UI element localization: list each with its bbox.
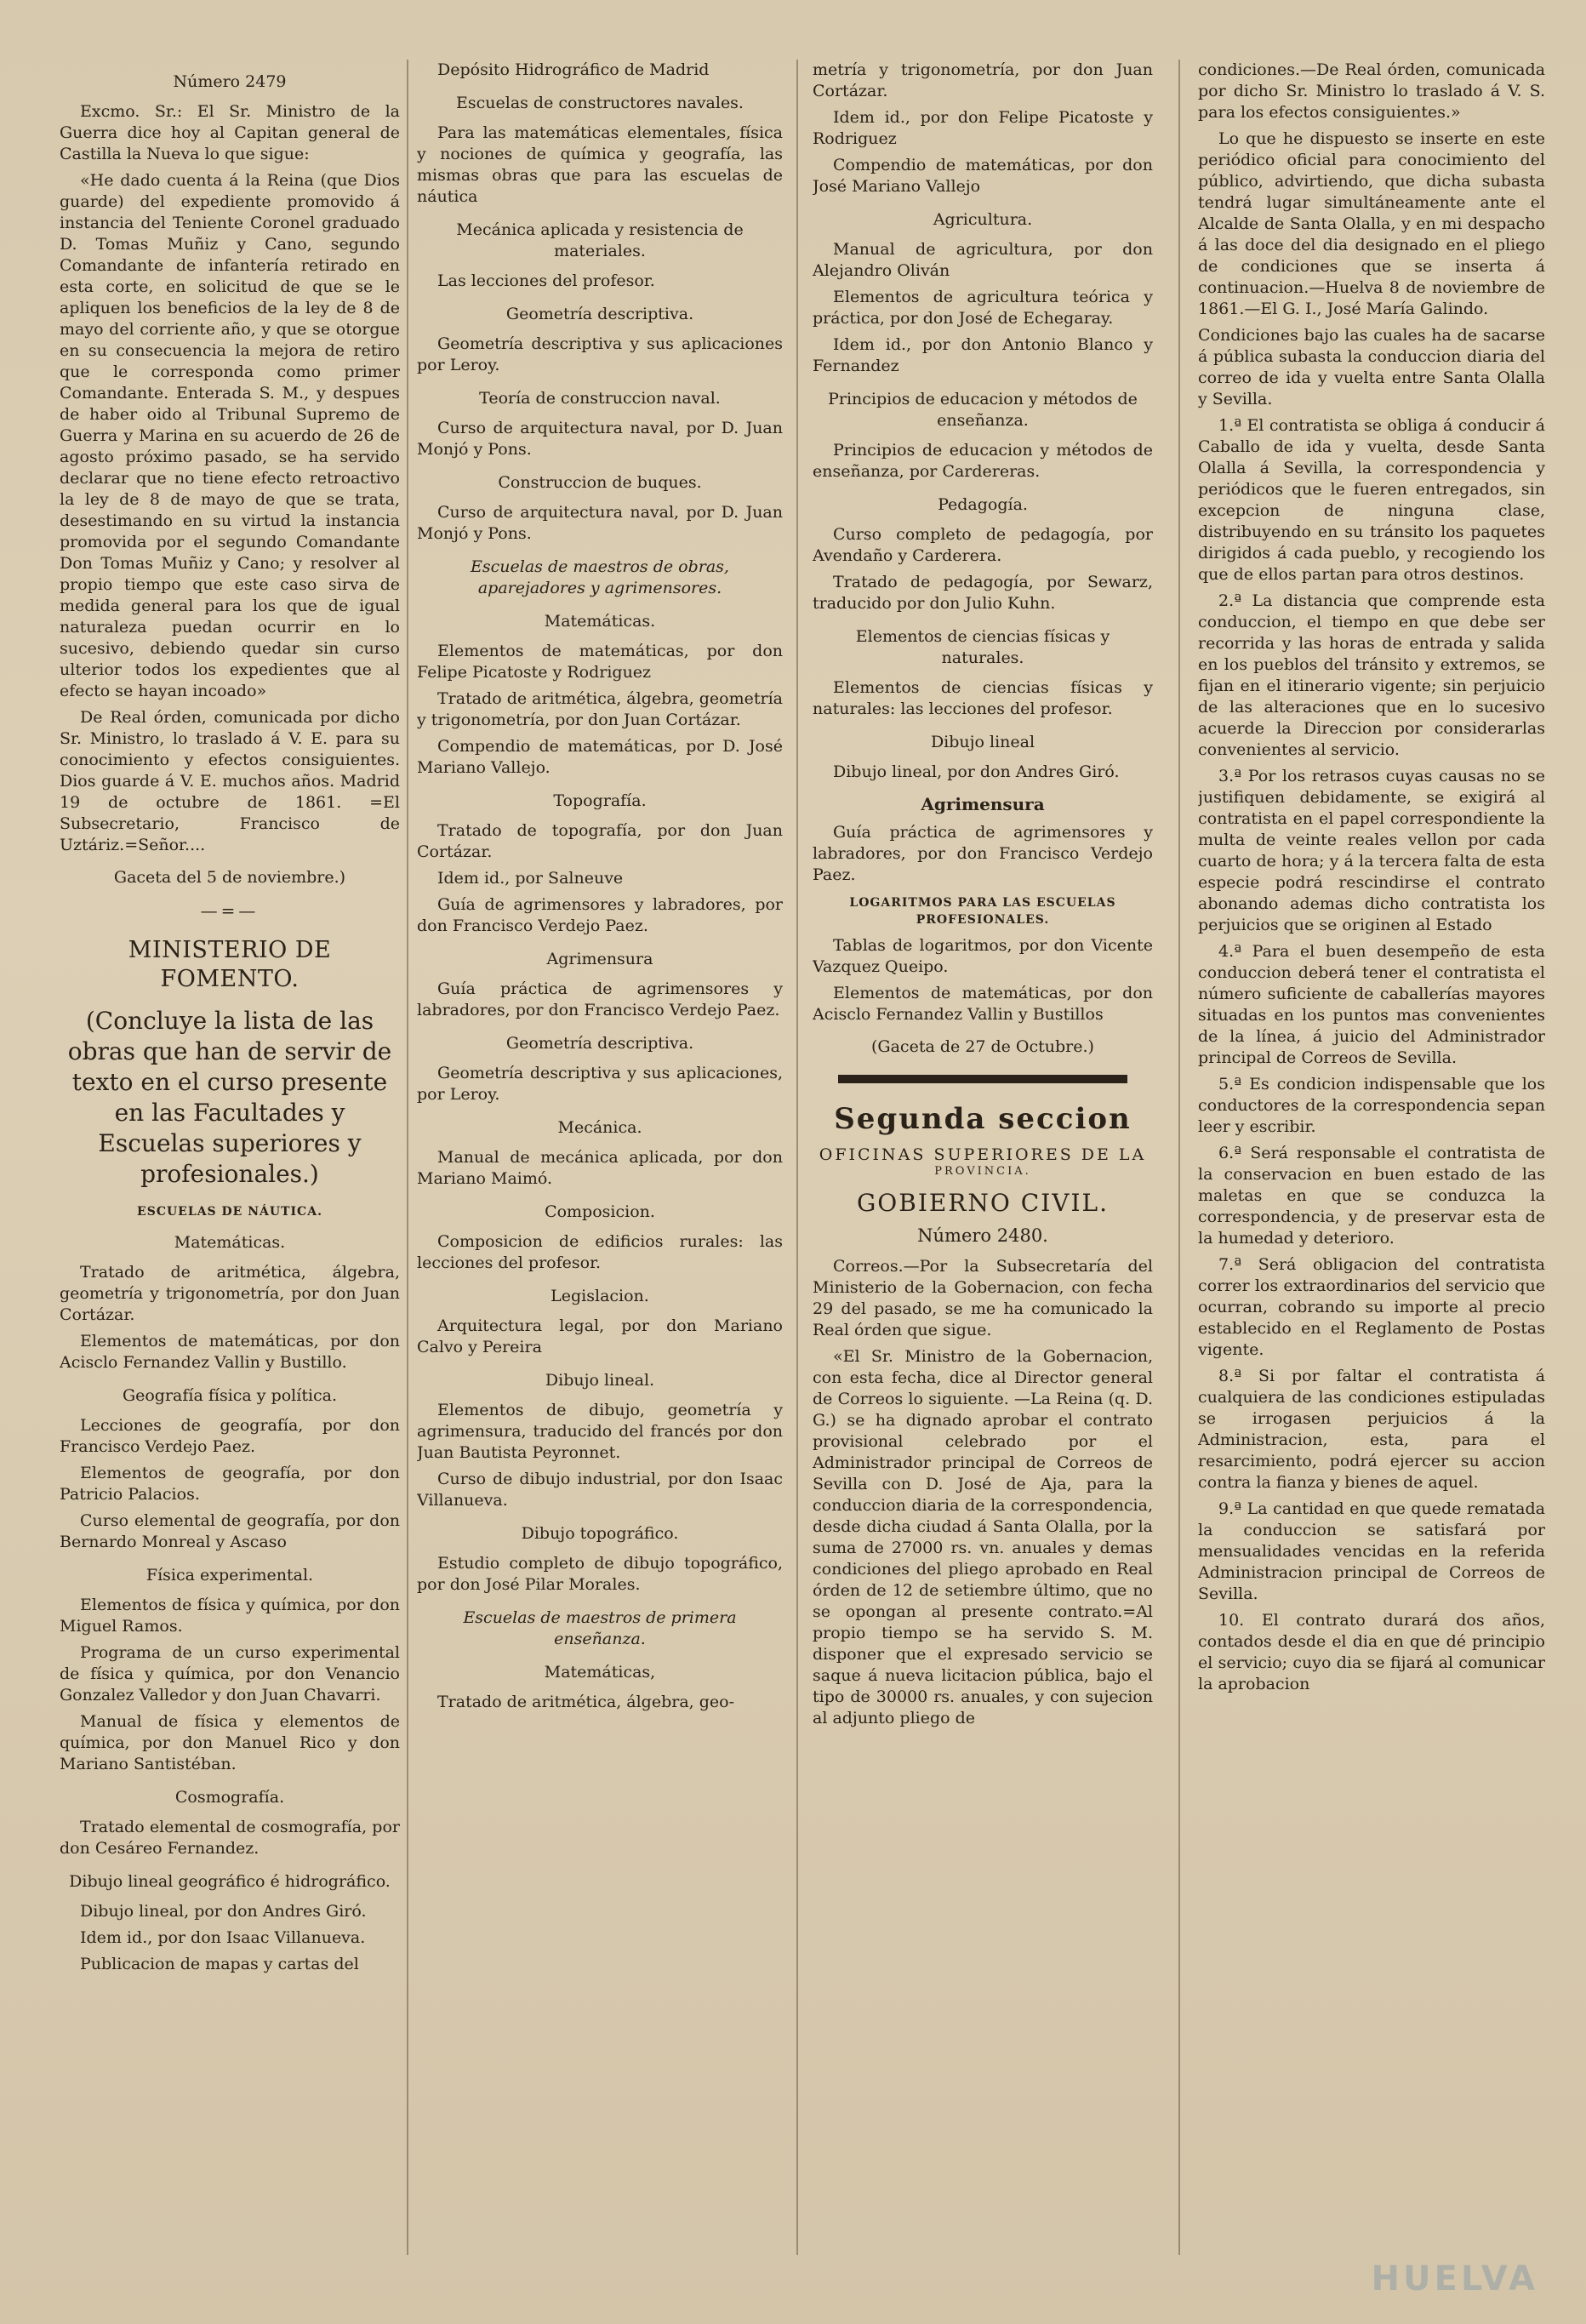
column-rule xyxy=(407,60,408,2255)
article-number: Número 2480. xyxy=(917,1225,1048,1246)
book-entry: Elementos de matemáticas, por don Felipe Picatoste y Rodriguez xyxy=(417,642,783,682)
section-heading: ESCUELAS DE NÁUTICA. xyxy=(137,1205,322,1219)
book-entry: Arquitectura legal, por don Mariano Calvo y Pereira xyxy=(417,1316,783,1356)
book-entry: Programa de un curso experimental de física y química, por don Venancio Gonzalez Valledor y don Juan Chavarri. xyxy=(60,1643,400,1704)
subject-heading: Agrimensura xyxy=(546,950,653,968)
thick-rule xyxy=(838,1075,1127,1083)
subject-heading: Topografía. xyxy=(553,791,647,810)
book-entry: Compendio de matemáticas, por don José Mariano Vallejo xyxy=(813,156,1153,196)
book-entry: Guía de agrimensores y labradores, por don Francisco Verdejo Paez. xyxy=(417,895,783,935)
subject-heading: Mecánica aplicada y resistencia de materiales. xyxy=(456,220,744,260)
ministry-heading: MINISTERIO DE FOMENTO. xyxy=(128,937,332,992)
subject-heading: Legislacion. xyxy=(551,1287,649,1305)
condition-item: 9.ª La cantidad en que quede rematada la conduccion se satisfará por mensualidades vencidas en la referida Administracion principal de Correos de Sevilla. xyxy=(1198,1499,1545,1603)
government-heading: GOBIERNO CIVIL. xyxy=(856,1189,1110,1217)
subject-heading: Matemáticas, xyxy=(544,1663,656,1682)
book-entry: Elementos de agricultura teórica y práctica, por don José de Echegaray. xyxy=(813,288,1153,328)
book-entry: Elementos de geografía, por don Patricio Palacios. xyxy=(60,1464,400,1504)
condition-item: 2.ª La distancia que comprende esta conduccion, el tiempo en que debe ser recorrida y las horas de entrada y salida en los pueblos del tránsito y extremos, se fijan en el itinerario vigente; sin perjuicio de las alteraciones que en lo sucesivo acuerde la Direccion por considerarlas convenientes al servicio. xyxy=(1198,591,1545,759)
book-entry: Dibujo lineal, por don Andres Giró. xyxy=(80,1902,367,1921)
subject-heading: Geografía física y política. xyxy=(122,1386,338,1405)
column-3 xyxy=(813,60,1153,2306)
subject-heading: Matemáticas. xyxy=(174,1233,286,1252)
book-entry: Publicacion de mapas y cartas del xyxy=(80,1955,359,1973)
column-4 xyxy=(1198,60,1545,2306)
separator: —=— xyxy=(200,900,260,921)
book-entry: Curso de arquitectura naval, por D. Juan Monjó y Pons. xyxy=(417,503,783,543)
book-entry: Estudio completo de dibujo topográfico, por don José Pilar Morales. xyxy=(417,1554,783,1594)
book-entry: Tratado de aritmética, álgebra, geo- xyxy=(437,1693,735,1711)
book-entry: Composicion de edificios rurales: las lecciones del profesor. xyxy=(417,1232,783,1272)
book-entry: Curso elemental de geografía, por don Bernardo Monreal y Ascaso xyxy=(60,1511,400,1551)
book-entry: Tratado de pedagogía, por Sewarz, traducido por don Julio Kuhn. xyxy=(813,573,1153,613)
book-entry: Curso de arquitectura naval, por D. Juan Monjó y Pons. xyxy=(417,419,783,459)
book-entry: Compendio de matemáticas, por D. José Mariano Vallejo. xyxy=(417,737,783,777)
section-title: Segunda seccion xyxy=(834,1102,1132,1136)
subject-heading: Principios de educacion y métodos de enseñanza. xyxy=(828,390,1138,430)
book-entry: Manual de mecánica aplicada, por don Mariano Maimó. xyxy=(417,1148,783,1188)
book-entry: Dibujo lineal, por don Andres Giró. xyxy=(833,762,1120,781)
condition-item: 8.ª Si por faltar el contratista á cualquiera de las condiciones estipuladas se irrogasen perjuicios á la Administracion, esta, para el resarcimiento, podrá ejercer su accion contra la fianza y bienes de aquel. xyxy=(1198,1367,1545,1492)
paragraph: Correos.—Por la Subsecretaría del Ministerio de la Gobernacion, con fecha 29 del pasado, se me ha comunicado la Real órden que sigue. xyxy=(813,1257,1153,1339)
conditions-title: Condiciones bajo las cuales ha de sacarse á pública subasta la conduccion diaria del correo de ida y vuelta entre Santa Olalla y Sevilla. xyxy=(1198,326,1545,408)
column-1 xyxy=(60,60,400,2306)
lead-text: (Concluye la lista de las obras que han de servir de texto en el curso presente en las Facultades y Escuelas superiores y profesionales.) xyxy=(67,1007,392,1188)
book-entry: Tratado de topografía, por don Juan Cortázar. xyxy=(417,821,783,861)
book-entry: Principios de educacion y métodos de enseñanza, por Cardereras. xyxy=(813,441,1153,481)
subject-heading: Construccion de buques. xyxy=(498,473,702,492)
book-entry: Idem id., por don Antonio Blanco y Fernandez xyxy=(813,335,1153,375)
book-entry: Curso completo de pedagogía, por Avendaño y Carderera. xyxy=(813,525,1153,565)
section-heading: Escuelas de maestros de obras, aparejadores y agrimensores. xyxy=(471,557,729,597)
book-entry: Elementos de ciencias físicas y naturales: las lecciones del profesor. xyxy=(813,678,1153,718)
paragraph: De Real órden, comunicada por dicho Sr. Ministro, lo traslado á V. E. para su conocimiento y efectos consiguientes. Dios guarde á V. E. muchos años. Madrid 19 de octubre de 1861. =El Subsecretario, Francisco de Uztáriz.=Señor.... xyxy=(60,708,400,854)
subject-heading: Geometría descriptiva. xyxy=(505,305,694,323)
book-entry: Geometría descriptiva y sus aplicaciones, por Leroy. xyxy=(417,1064,783,1104)
condition-item: 7.ª Será obligacion del contratista correr los extraordinarios del servicio que ocurran, cobrando su importe al precio establecido en el Reglamento de Postas vigente. xyxy=(1198,1255,1545,1359)
subject-heading: Mecánica. xyxy=(557,1118,642,1137)
subject-heading: Cosmografía. xyxy=(174,1788,285,1807)
paragraph: Excmo. Sr.: El Sr. Ministro de la Guerra dice hoy al Capitan general de Castilla la Nueva lo que sigue: xyxy=(60,102,400,163)
subject-heading: Pedagogía. xyxy=(938,495,1028,514)
gaceta-reference: Gaceta del 5 de noviembre.) xyxy=(113,868,346,887)
book-entry: Tratado de aritmética, álgebra, geometría y trigonometría, por don Juan Cortázar. xyxy=(417,689,783,729)
subject-heading: Dibujo lineal. xyxy=(545,1371,655,1390)
book-entry: Tablas de logaritmos, por don Vicente Vazquez Queipo. xyxy=(813,936,1153,976)
watermark: HUELVA xyxy=(1371,2259,1538,2298)
column-rule xyxy=(796,60,798,2255)
subject-heading: Teoría de construccion naval. xyxy=(479,389,721,408)
book-entry: Las lecciones del profesor. xyxy=(437,271,655,290)
condition-item: 1.ª El contratista se obliga á conducir á Caballo de ida y vuelta, desde Santa Olalla á Sevilla, la correspondencia y periódicos que le fueren entregados, sin excepcion de ninguna clase, distribuyendo en su tránsito los paquetes dirigidos á cada pueblo, y recogiendo los que de ellos partan para otros destinos. xyxy=(1198,416,1545,584)
subject-heading: Agrimensura xyxy=(921,794,1045,814)
subject-heading: Geometría descriptiva. xyxy=(505,1034,694,1053)
paragraph: Para las matemáticas elementales, física y nociones de química y geografía, las mismas obras que para las escuelas de náutica xyxy=(417,123,783,206)
column-2 xyxy=(417,60,783,2306)
section-heading: LOGARITMOS PARA LAS ESCUELAS PROFESIONALES. xyxy=(849,896,1116,927)
condition-item: 10. El contrato durará dos años, contados desde el dia en que dé principio el servicio; cuyo dia se fijará al comunicar la aprobacion xyxy=(1198,1611,1545,1693)
subject-heading: Composicion. xyxy=(545,1202,655,1221)
book-entry: Elementos de matemáticas, por don Acisclo Fernandez Vallin y Bustillos xyxy=(813,984,1153,1024)
book-entry: Elementos de matemáticas, por don Acisclo Fernandez Vallin y Bustillo. xyxy=(60,1332,400,1372)
condition-item: 3.ª Por los retrasos cuyas causas no se justifiquen debidamente, se exigirá al contratista en el papel correspondiente la multa de veinte reales vellon por cada cuarto de hora; y á la tercera falta de esta especie podrá rescindirse el contrato abonando ademas dicho contratista los perjuicios que se originen al Estado xyxy=(1198,767,1545,934)
subject-heading: Dibujo lineal xyxy=(930,733,1035,751)
book-entry: Curso de dibujo industrial, por don Isaac Villanueva. xyxy=(417,1470,783,1510)
book-entry: Elementos de física y química, por don Miguel Ramos. xyxy=(60,1596,400,1636)
subject-heading: Dibujo lineal geográfico é hidrográfico. xyxy=(69,1872,391,1891)
book-entry: Idem id., por don Felipe Picatoste y Rodriguez xyxy=(813,108,1153,148)
subject-heading: Matemáticas. xyxy=(544,612,656,631)
column-rule xyxy=(1178,60,1180,2255)
article-number: Número 2479 xyxy=(173,72,287,91)
book-entry: metría y trigonometría, por don Juan Cortázar. xyxy=(813,60,1153,100)
subject-heading: Elementos de ciencias físicas y naturales. xyxy=(855,627,1110,667)
book-entry: Geometría descriptiva y sus aplicaciones por Leroy. xyxy=(417,334,783,374)
paragraph: condiciones.—De Real órden, comunicada por dicho Sr. Ministro lo traslado á V. S. para los efectos consiguientes.» xyxy=(1198,60,1545,122)
paragraph: «He dado cuenta á la Reina (que Dios guarde) del expediente promovido á instancia del Teniente Coronel graduado D. Tomas Muñiz y Cano, segundo Comandante de infantería retirado en esta corte, en solicitud de que se le apliquen los beneficios de la ley de 8 de mayo del corriente año, y que se otorgue en su consecuencia la mejora de retiro que le corresponda como primer Comandante. Enterada S. M., y despues de haber oido al Tribunal Supremo de Guerra y Marina en su acuerdo de 26 de agosto próximo pasado, se ha servido declarar que no tiene efecto retroactivo la ley de 8 de mayo de que se trata, desestimando en su virtud la instancia promovida por el segundo Comandante Don Tomas Muñiz y Cano; y resolver al propio tiempo que este caso sirva de medida general para los que de igual naturaleza puedan ocurrir en lo sucesivo, debiendo quedar sin curso ulterior todos los expedientes que al efecto se hayan incoado» xyxy=(60,171,400,700)
paragraph: «El Sr. Ministro de la Gobernacion, con esta fecha, dice al Director general de Correos lo siguiente. —La Reina (q. D. G.) se ha dignado aprobar el contrato provisional celebrado por el Administrador principal de Correos de Sevilla con D. José de Aja, para la conduccion diaria de la correspondencia, desde dicha ciudad á Santa Olalla, por la suma de 27000 rs. vn. anuales y demas condiciones del pliego aprobado en Real órden de 12 de setiembre último, que no se opongan al presente contrato.=Al propio tiempo se ha servido S. M. disponer que el expresado servicio se saque á nueva licitacion pública, bajo el tipo de 30000 rs. anuales, y con sujecion al adjunto pliego de xyxy=(813,1347,1153,1727)
condition-item: 5.ª Es condicion indispensable que los conductores de la correspondencia sepan leer y escribir. xyxy=(1198,1075,1545,1136)
gaceta-reference: (Gaceta de 27 de Octubre.) xyxy=(871,1037,1094,1056)
subject-heading: Física experimental. xyxy=(145,1566,314,1585)
book-entry: Idem id., por don Isaac Villanueva. xyxy=(80,1928,366,1947)
condition-item: 6.ª Será responsable el contratista de la conservacion en buen estado de las maletas en que se conduzca la correspondencia, y de preservar esta de la humedad y deterioro. xyxy=(1198,1144,1545,1248)
section-heading: Escuelas de constructores navales. xyxy=(456,94,744,112)
book-entry: Guía práctica de agrimensores y labradores, por don Francisco Verdejo Paez. xyxy=(813,823,1153,884)
office-heading: OFICINAS SUPERIORES DE LA xyxy=(819,1145,1147,1164)
condition-item: 4.ª Para el buen desempeño de esta conduccion deberá tener el contratista el número suficiente de caballerías mayores situadas en los puntos mas convenientes de la línea, á juicio del Administrador principal de Correos de Sevilla. xyxy=(1198,942,1545,1067)
book-entry: Depósito Hidrográfico de Madrid xyxy=(437,60,710,79)
paragraph: Lo que he dispuesto se inserte en este periódico oficial para conocimiento del público, advirtiendo, que dicha subasta tendrá lugar simultáneamente ante el Alcalde de Santa Olalla, y en mi despacho á las doce del dia designado en el pliego de condiciones que se inserta á continuacion.—Huelva 8 de noviembre de 1861.—El G. I., José María Galindo. xyxy=(1198,129,1545,318)
book-entry: Tratado elemental de cosmografía, por don Cesáreo Fernandez. xyxy=(60,1818,400,1858)
section-heading: Escuelas de maestros de primera enseñanza. xyxy=(463,1608,737,1648)
book-entry: Guía práctica de agrimensores y labradores, por don Francisco Verdejo Paez. xyxy=(417,979,783,1019)
book-entry: Idem id., por Salneuve xyxy=(437,869,624,888)
subject-heading: Agricultura. xyxy=(933,210,1033,229)
subject-heading: Dibujo topográfico. xyxy=(521,1524,679,1543)
office-subheading: PROVINCIA. xyxy=(934,1165,1031,1178)
book-entry: Lecciones de geografía, por don Francisco Verdejo Paez. xyxy=(60,1416,400,1456)
book-entry: Elementos de dibujo, geometría y agrimensura, traducido del francés por don Juan Bautista Peyronnet. xyxy=(417,1401,783,1462)
book-entry: Manual de física y elementos de química, por don Manuel Rico y don Mariano Santistéban. xyxy=(60,1712,400,1773)
book-entry: Tratado de aritmética, álgebra, geometría y trigonometría, por don Juan Cortázar. xyxy=(60,1263,400,1324)
book-entry: Manual de agricultura, por don Alejandro Oliván xyxy=(813,240,1153,280)
